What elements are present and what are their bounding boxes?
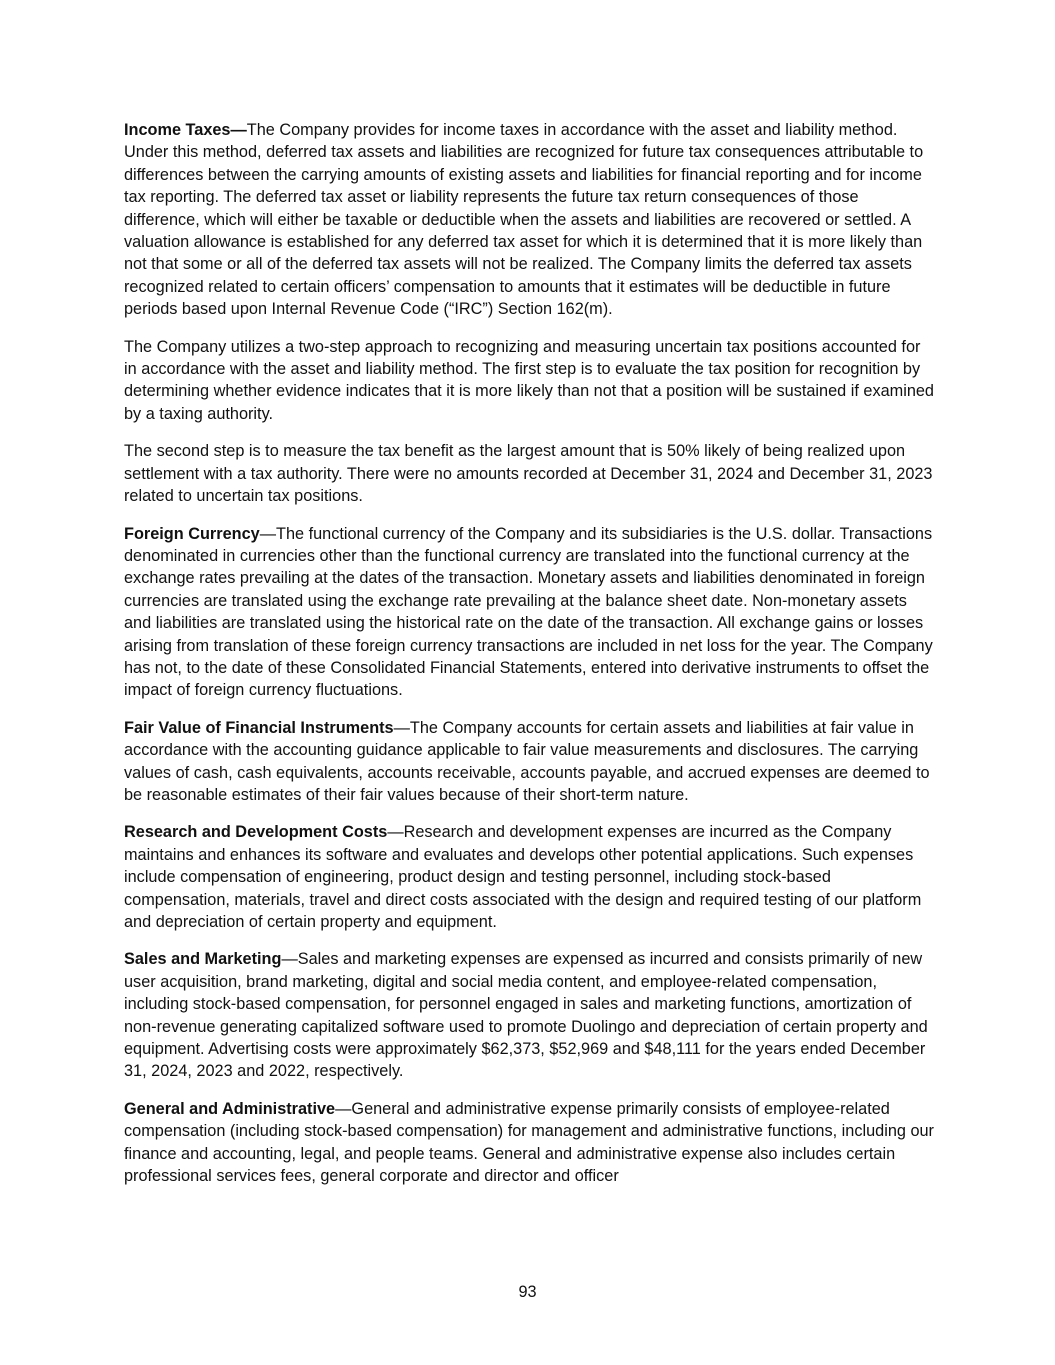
paragraph-income-taxes (124, 119, 936, 321)
paragraph-sales-marketing (124, 948, 936, 1082)
paragraph-heading: Fair Value of Financial Instruments (124, 718, 394, 737)
paragraph-heading: Income Taxes— (124, 121, 247, 139)
paragraph-text: —The functional currency of the Company and its subsidiaries is the U.S. dollar. Transactions denominated in currencies other than the functional currency are translated into the functional currency at the exchange rates prevailing at the dates of the transaction. Monetary assets and liabilities denominated in foreign currencies are translated using the exchange rate prevailing at the balance sheet date. Non-monetary assets and liabilities are translated using the historical rate on the date of the transaction. All exchange gains or losses arising from translation of these foreign currency transactions are included in net loss for the year. The Company has not, to the date of these Consolidated Financial Statements, entered into derivative instruments to offset the impact of foreign currency fluctuations. (124, 524, 933, 700)
paragraph-heading: Research and Development Costs (124, 823, 388, 842)
paragraph-text: The second step is to measure the tax benefit as the largest amount that is 50% likely of being realized upon settlement with a tax authority. There were no amounts recorded at December 31, 2024 and December 31, 2023 related to uncertain tax positions. (124, 442, 933, 506)
paragraph-heading: Sales and Marketing (124, 950, 282, 969)
paragraph-heading: Foreign Currency (124, 524, 260, 543)
paragraph-research-development (124, 821, 936, 933)
paragraph-general-administrative (124, 1098, 936, 1188)
paragraph-text: —Sales and marketing expenses are expensed as incurred and consists primarily of new user acquisition, brand marketing, digital and social media content, and employee-related compensation, including stock-based compensation, for personnel engaged in sales and marketing functions, amortization of non-revenue generating capitalized software used to promote Duolingo and depreciation of certain property and equipment. Advertising costs were approximately $62,373, $52,969 and $48,111 for the years ended December 31, 2024, 2023 and 2022, respectively. (124, 950, 928, 1081)
paragraph-text: The Company provides for income taxes in accordance with the asset and liability method. Under this method, deferred tax assets and liabilities are recognized for future tax consequences attributable to differences between the carrying amounts of existing assets and liabilities for financial reporting and for income tax reporting. The deferred tax asset or liability represents the future tax return consequences of those difference, which will either be taxable or deductible when the assets and liabilities are recovered or settled. A valuation allowance is established for any deferred tax asset for which it is determined that it is more likely than not that some or all of the deferred tax assets will not be realized. The Company limits the deferred tax assets recognized related to certain officers’ compensation to amounts that it estimates will be deductible in future periods based upon Internal Revenue Code (“IRC”) Section 162(m). (124, 121, 924, 319)
paragraph-text: —Research and development expenses are incurred as the Company maintains and enhances its software and evaluates and develops other potential applications. Such expenses include compensation of engineering, product design and testing personnel, including stock-based compensation, materials, travel and direct costs associated with the design and required testing of our platform and depreciation of certain property and equipment. (124, 823, 922, 931)
paragraph-uncertain-tax-step-one (124, 336, 936, 426)
paragraph-heading: General and Administrative (124, 1099, 336, 1118)
paragraph-text: —General and administrative expense primarily consists of employee-related compensation (including stock-based compensation) for management and administrative functions, including our finance and accounting, legal, and people teams. General and administrative expense also includes certain professional services fees, general corporate and director and officer (124, 1099, 934, 1186)
paragraph-fair-value (124, 717, 936, 807)
paragraph-text: The Company utilizes a two-step approach to recognizing and measuring uncertain tax positions accounted for in accordance with the asset and liability method. The first step is to evaluate the tax position for recognition by determining whether evidence indicates that it is more likely than not that a position will be sustained if examined by a taxing authority. (124, 337, 934, 423)
document-body (124, 119, 936, 1202)
paragraph-foreign-currency (124, 523, 936, 702)
paragraph-uncertain-tax-step-two (124, 440, 936, 507)
page-number: 93 (518, 1283, 537, 1301)
paragraph-text: —The Company accounts for certain assets and liabilities at fair value in accordance with the accounting guidance applicable to fair value measurements and disclosures. The carrying values of cash, cash equivalents, accounts receivable, accounts payable, and accrued expenses are deemed to be reasonable estimates of their fair values because of their short-term nature. (124, 718, 930, 804)
